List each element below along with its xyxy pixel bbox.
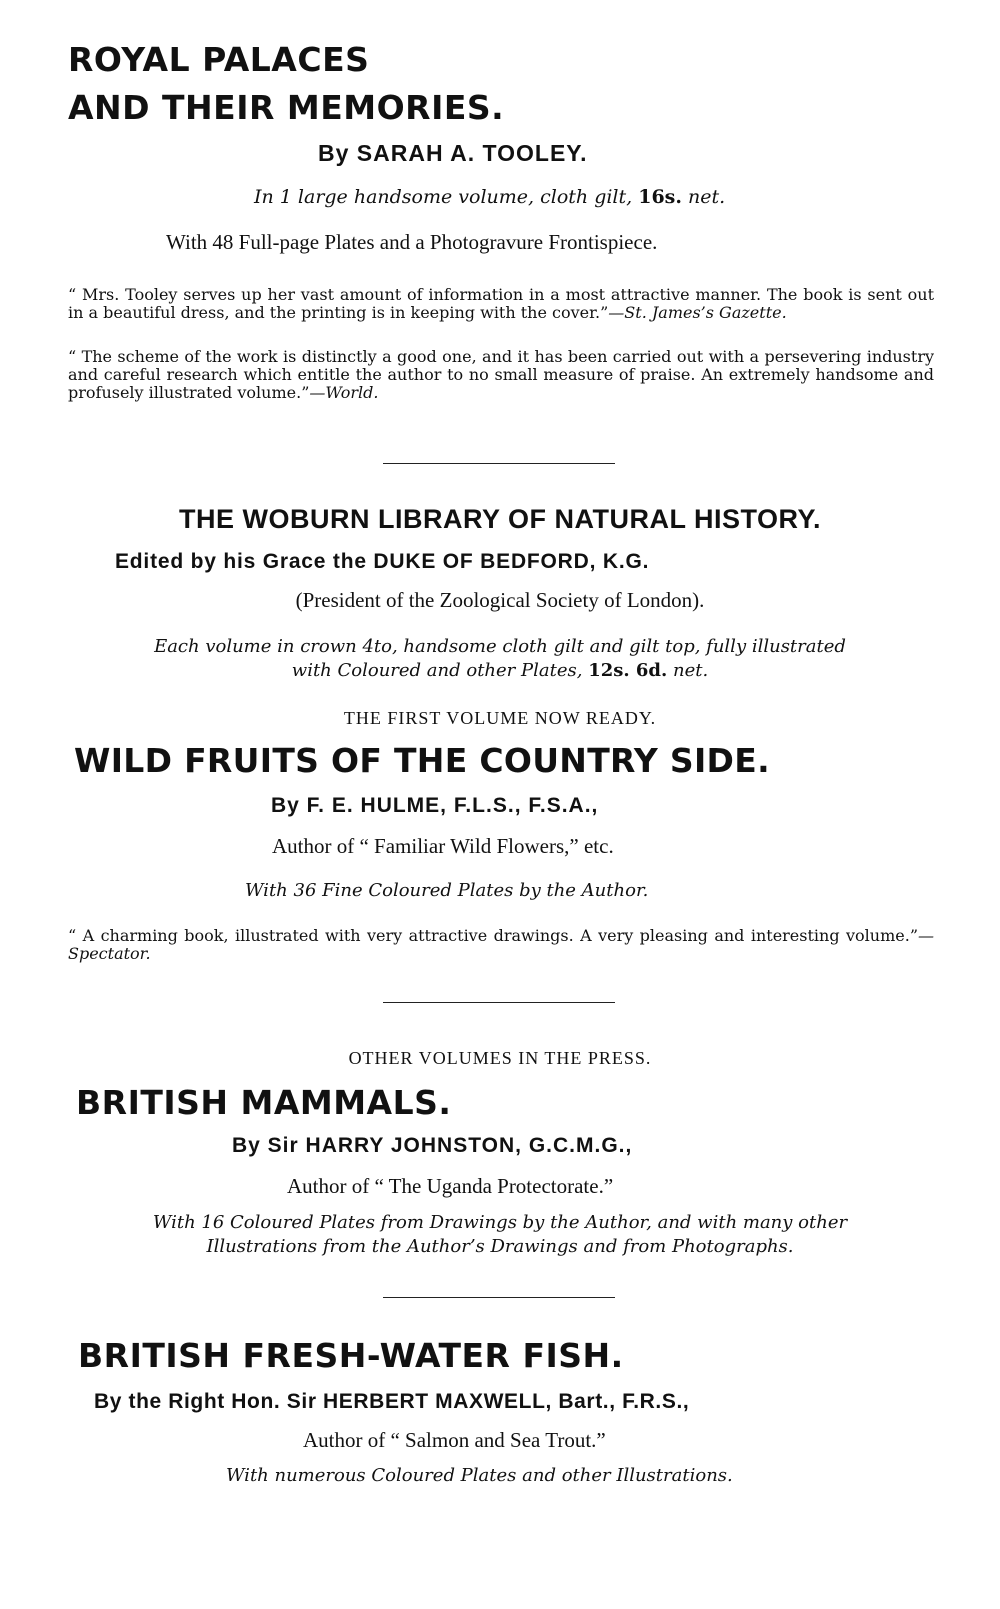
woburn-format-line1: Each volume in crown 4to, handsome cloth gilt and gilt top, fully illustrated	[154, 636, 846, 657]
woburn-editor-role: (President of the Zoological Society of London).	[295, 588, 705, 612]
fish-author: By the Right Hon. Sir HERBERT MAXWELL, Bart., F.R.S.,	[94, 1390, 690, 1413]
fish-title: BRITISH FRESH-WATER FISH.	[78, 1336, 624, 1375]
royal-review-1-source: —St. James’s Gazette.	[608, 303, 787, 322]
woburn-first-volume-note: THE FIRST VOLUME NOW READY.	[343, 708, 657, 728]
woburn-price: 12s. 6d.	[588, 660, 668, 681]
woburn-title: THE WOBURN LIBRARY OF NATURAL HISTORY.	[178, 504, 821, 534]
royal-review-1	[68, 286, 934, 322]
other-volumes-note: OTHER VOLUMES IN THE PRESS.	[348, 1048, 652, 1068]
royal-title-line2: AND THEIR MEMORIES.	[68, 88, 505, 127]
divider-1	[383, 463, 615, 464]
divider-2	[383, 1002, 615, 1003]
royal-format-text: In 1 large handsome volume, cloth gilt,	[254, 186, 633, 208]
wild-fruits-review-text: “ A charming book, illustrated with very attractive drawings. A very pleasing and interesting volume.”	[68, 926, 918, 945]
wild-fruits-title: WILD FRUITS OF THE COUNTRY SIDE.	[74, 741, 770, 780]
royal-review-2	[68, 348, 934, 402]
royal-price: 16s.	[638, 186, 682, 208]
royal-title-line1: ROYAL PALACES	[68, 40, 370, 79]
wild-fruits-review-source: —Spectator.	[68, 926, 934, 963]
wild-fruits-review	[68, 927, 934, 963]
fish-plates: With numerous Coloured Plates and other Illustrations.	[226, 1465, 733, 1486]
royal-format	[254, 186, 725, 208]
royal-review-2-source: —World.	[309, 383, 379, 402]
royal-plates: With 48 Full-page Plates and a Photogravure Frontispiece.	[166, 230, 658, 254]
royal-review-1-text: “ Mrs. Tooley serves up her vast amount of information in a most attractive manner. The book is sent out in a beautiful dress, and the printing is in keeping with the cover.”	[68, 285, 934, 322]
mammals-title: BRITISH MAMMALS.	[76, 1083, 452, 1122]
mammals-plates-line2: Illustrations from the Author’s Drawings and from Photographs.	[206, 1236, 794, 1257]
woburn-format-line2	[0, 660, 1000, 681]
wild-fruits-author: By F. E. HULME, F.L.S., F.S.A.,	[271, 794, 599, 817]
wild-fruits-author-of: Author of “ Familiar Wild Flowers,” etc.	[272, 834, 614, 858]
woburn-format-net: net.	[673, 660, 709, 681]
mammals-author: By Sir HARRY JOHNSTON, G.C.M.G.,	[232, 1134, 633, 1157]
woburn-editor: Edited by his Grace the DUKE OF BEDFORD, K.G.	[115, 550, 650, 573]
woburn-format-text: with Coloured and other Plates,	[291, 660, 583, 681]
fish-author-of: Author of “ Salmon and Sea Trout.”	[303, 1428, 606, 1452]
mammals-plates-line1: With 16 Coloured Plates from Drawings by the Author, and with many other	[152, 1212, 848, 1233]
divider-3	[383, 1297, 615, 1298]
wild-fruits-plates: With 36 Fine Coloured Plates by the Author.	[245, 880, 649, 901]
mammals-author-of: Author of “ The Uganda Protectorate.”	[287, 1174, 614, 1198]
royal-author: By SARAH A. TOOLEY.	[318, 140, 588, 166]
royal-review-2-text: “ The scheme of the work is distinctly a good one, and it has been carried out with a persevering industry and careful research which entitle the author to no small measure of praise. An extremely handsome and profusely illustrated volume.”	[68, 347, 934, 402]
royal-format-net: net.	[688, 186, 726, 208]
